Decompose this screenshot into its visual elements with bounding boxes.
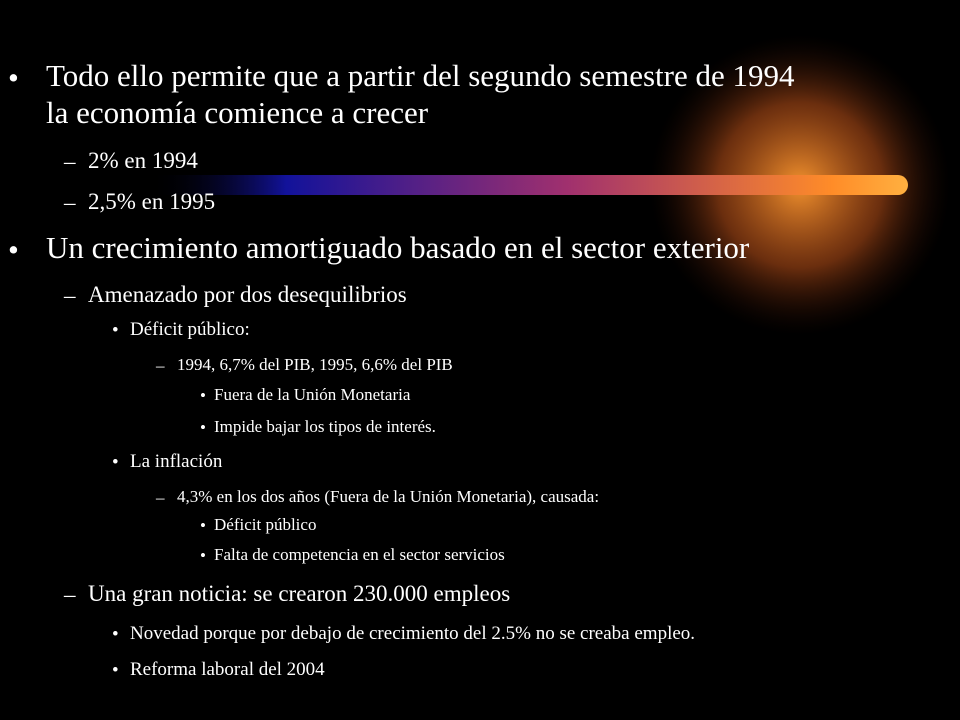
sub-dash-marker: – <box>64 190 76 215</box>
sub-dash-marker: – <box>64 283 76 308</box>
level3-bullet-text: Novedad porque por debajo de crecimiento del 2.5% no se creaba empleo. <box>130 623 696 644</box>
level5-bullet-marker: • <box>200 516 206 535</box>
bullet-marker: • <box>8 60 19 95</box>
bullet-text: Todo ello permite que a partir del segundo semestre de 1994 <box>46 58 795 93</box>
level3-bullet-text: Déficit público: <box>130 319 250 340</box>
level5-bullet-text: Impide bajar los tipos de interés. <box>214 417 436 436</box>
level3-bullet-marker: • <box>112 452 119 473</box>
sub-dash-marker: – <box>64 149 76 174</box>
level3-bullet-marker: • <box>112 624 119 645</box>
level5-bullet-text: Déficit público <box>214 515 317 534</box>
level5-bullet-marker: • <box>200 546 206 565</box>
bullet-text: Un crecimiento amortiguado basado en el sector exterior <box>46 230 750 265</box>
level4-dash-marker: – <box>156 356 165 375</box>
level3-bullet-text: Reforma laboral del 2004 <box>130 659 325 680</box>
sub-bullet-text: 2,5% en 1995 <box>88 189 216 214</box>
level3-bullet-marker: • <box>112 660 119 681</box>
level4-bullet-text: 1994, 6,7% del PIB, 1995, 6,6% del PIB <box>177 355 453 374</box>
bullet-marker: • <box>8 232 19 267</box>
level5-bullet-text: Falta de competencia en el sector servicios <box>214 545 505 564</box>
bullet-text-continuation: la economía comience a crecer <box>46 95 429 130</box>
level5-bullet-marker: • <box>200 386 206 405</box>
sub-bullet-text: 2% en 1994 <box>88 148 198 173</box>
level5-bullet-text: Fuera de la Unión Monetaria <box>214 385 411 404</box>
sub-bullet-text: Amenazado por dos desequilibrios <box>88 282 407 307</box>
level3-bullet-marker: • <box>112 320 119 341</box>
sub-dash-marker: – <box>64 582 76 607</box>
level5-bullet-marker: • <box>200 418 206 437</box>
level4-bullet-text: 4,3% en los dos años (Fuera de la Unión Monetaria), causada: <box>177 487 600 506</box>
sub-bullet-text: Una gran noticia: se crearon 230.000 empleos <box>88 581 511 606</box>
level3-bullet-text: La inflación <box>130 451 223 472</box>
level4-dash-marker: – <box>156 488 165 507</box>
